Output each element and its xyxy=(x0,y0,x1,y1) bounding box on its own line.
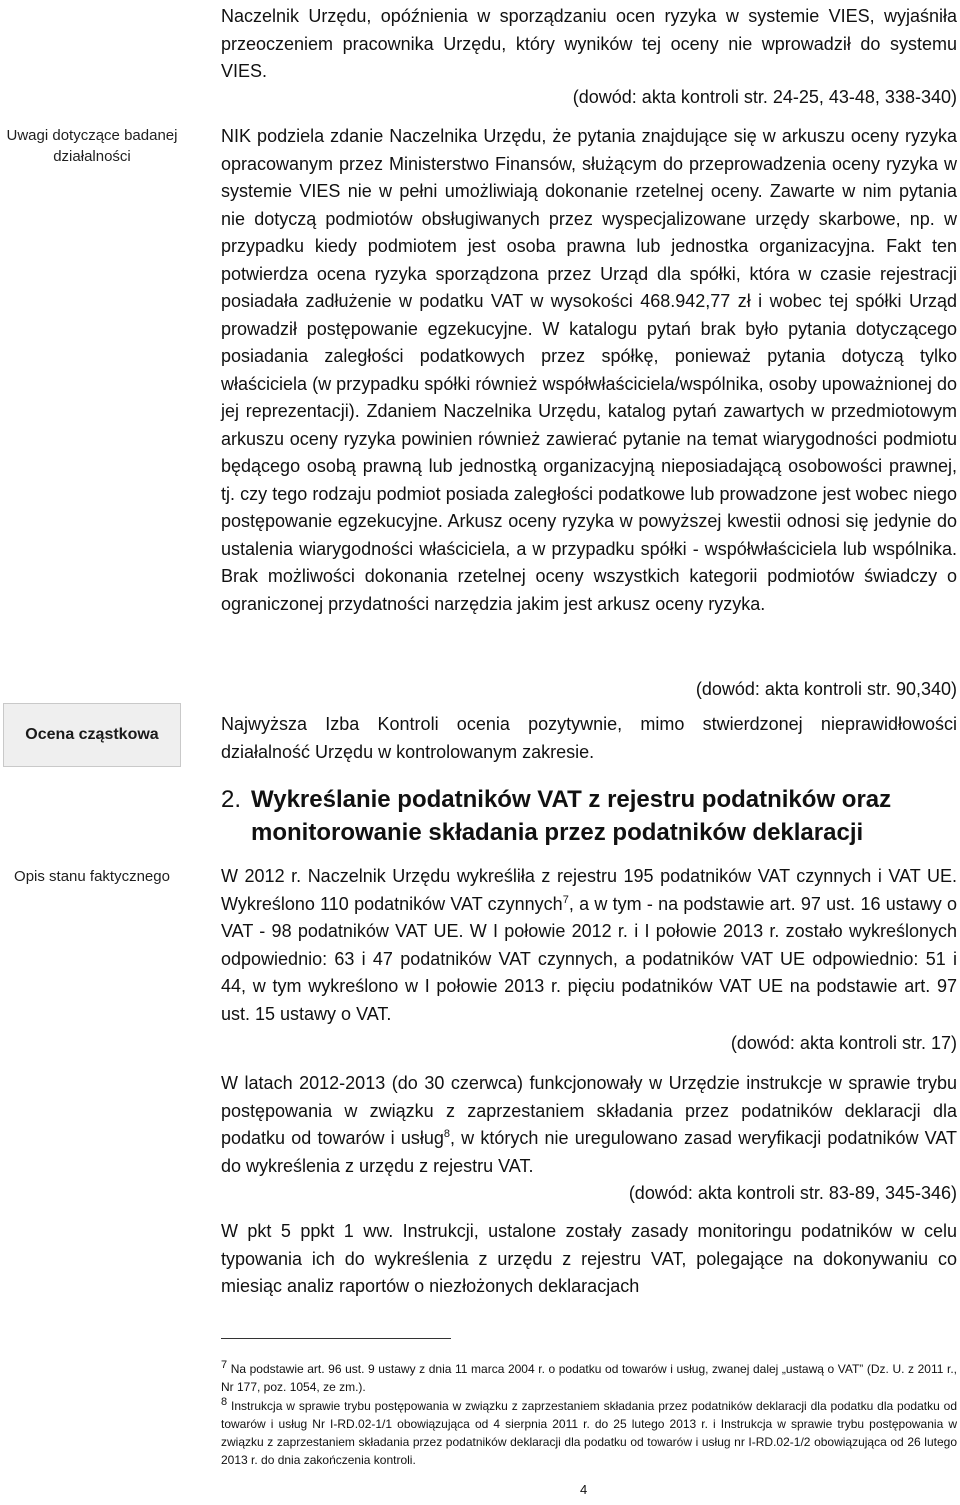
page-number: 4 xyxy=(580,1482,588,1497)
paragraph-5 xyxy=(221,1070,957,1180)
paragraph-5-part-b: , w których nie uregulowano zasad weryfikacji podatników VAT do wykreślenia z urzędu z rejestru VAT. xyxy=(221,1128,957,1176)
paragraph-4 xyxy=(221,863,957,1028)
label-opis-stanu: Opis stanu faktycznego xyxy=(14,868,170,885)
paragraph-3: Najwyższa Izba Kontroli ocenia pozytywnie, mimo stwierdzonej nieprawidłowości działalność Urzędu w kontrolowanym zakresie. xyxy=(221,714,957,762)
paragraph-5-part-a: W latach 2012-2013 (do 30 czerwca) funkcjonowały w Urzędzie instrukcje w sprawie trybu postępowania w związku z zaprzestaniem składania przez podatników deklaracji dla podatku od towarów i usług xyxy=(221,1073,957,1148)
paragraph-1: Naczelnik Urzędu, opóźnienia w sporządzaniu ocen ryzyka w systemie VIES, wyjaśniła przeoczeniem pracownika Urzędu, który wyników tej oceny nie wprowadził do systemu VIES. xyxy=(221,6,957,81)
evidence-3: (dowód: akta kontroli str. 17) xyxy=(730,1033,957,1053)
footnote-7 xyxy=(221,1360,957,1396)
section-heading xyxy=(221,783,957,849)
paragraph-4-part-b: , a w tym - na podstawie art. 97 ust. 16 ustawy o VAT - 98 podatników VAT UE. W I połowie 2012 r. i I połowie 2013 r. zostało wykreślonych odpowiednio: 63 i 47 podatników VAT czynnych, a podatników VAT UE odpowiednio: 51 i 44, w tym wykreślono w I połowie 2013 r. pięciu podatników VAT UE na podstawie art. 97 ust. 15 ustawy o VAT. xyxy=(221,893,957,1024)
evidence-4: (dowód: akta kontroli str. 83-89, 345-346) xyxy=(628,1183,957,1203)
label-ocena-text: Ocena cząstkowa xyxy=(25,726,159,743)
paragraph-4-part-a: W 2012 r. Naczelnik Urzędu wykreśliła z rejestru 195 podatników VAT czynnych i VAT UE. Wykreślono 110 podatników VAT czynnych xyxy=(221,866,957,914)
footnote-8-text: Instrukcja w sprawie trybu postępowania w związku z zaprzestaniem składania przez podatników deklaracji dla podatku dla podatku od towarów i usług Nr I-RD.02-1/1 obowiązująca od 4 sierpnia 2011 r. do 25 lutego 2013 r. i Instrukcja w sprawie trybu postępowania w związku z zaprzestaniem składania przez podatników deklaracji dla podatku od towarów i usług nr I-RD.02-1/2 obowiązująca od 26 lutego 2013 r. do dnia zakończenia kontroli. xyxy=(221,1399,957,1467)
margin-labels xyxy=(0,0,183,1505)
label-uwagi: Uwagi dotyczące badanej działalności xyxy=(6,127,178,165)
heading-number: 2. xyxy=(221,786,242,813)
footnote-8 xyxy=(221,1397,957,1469)
label-ocena-czastkowa xyxy=(3,703,181,767)
footnote-7-marker: 7 xyxy=(221,1359,228,1371)
heading-line-1: Wykreślanie podatników VAT z rejestru podatników oraz xyxy=(251,786,892,813)
footnote-separator xyxy=(221,1338,451,1339)
evidence-2: (dowód: akta kontroli str. 90,340) xyxy=(695,679,957,699)
evidence-1: (dowód: akta kontroli str. 24-25, 43-48, 338-340) xyxy=(572,87,957,107)
footnote-ref-7[interactable]: 7 xyxy=(562,893,569,906)
footnote-8-marker: 8 xyxy=(221,1396,228,1408)
heading-line-2: monitorowanie składania przez podatników deklaracji xyxy=(251,819,864,846)
footnote-7-text: Na podstawie art. 96 ust. 9 ustawy z dnia 11 marca 2004 r. o podatku od towarów i usług, zwanej dalej „ustawą o VAT” (Dz. U. z 2011 r., Nr 177, poz. 1054, ze zm.). xyxy=(221,1362,957,1394)
paragraph-2: NIK podziela zdanie Naczelnika Urzędu, że pytania znajdujące się w arkuszu oceny ryzyka opracowanym przez Ministerstwo Finansów, służącym do przeprowadzenia oceny ryzyka w systemie VIES nie w pełni umożliwiają dokonanie rzetelnej oceny. Zawarte w nim pytania nie dotyczą podmiotów obsługiwanych przez wyspecjalizowane urzędy skarbowe, np. w przypadku kiedy podmiotem jest osoba prawna lub jednostka organizacyjna. Fakt ten potwierdza ocena ryzyka sporządzona przez Urząd dla spółki, która w czasie rejestracji posiadała zadłużenie w podatku VAT w wysokości 468.942,77 zł i wobec tej spółki Urząd prowadził postępowanie egzekucyjne. W katalogu pytań brak było pytania dotyczącego posiadania zaległości podatkowych przez spółkę, ponieważ pytania dotyczą tylko właściciela (w przypadku spółki również współwłaściciela/wspólnika, osoby upoważnionej do jej reprezentacji). Zdaniem Naczelnika Urzędu, katalog pytań zawartych w przedmiotowym arkuszu oceny ryzyka powinien również zawierać pytanie na temat wiarygodności podmiotu będącego osobą prawną lub jednostką organizacyjną nieposiadającą osobowości prawnej, tj. czy tego rodzaju podmiot posiada zaległości podatkowe lub prowadzone jest wobec niego postępowanie egzekucyjne. Arkusz oceny ryzyka w powyższej kwestii odnosi się jedynie do ustalenia wiarygodności właściciela, a w przypadku spółki - współwłaściciela lub wspólnika. Brak możliwości dokonania rzetelnej oceny wszystkich kategorii podmiotów świadczy o ograniczonej przydatności narzędzia jakim jest arkusz oceny ryzyka. xyxy=(221,126,957,614)
footnote-ref-8[interactable]: 8 xyxy=(443,1128,450,1140)
paragraph-6: W pkt 5 ppkt 1 ww. Instrukcji, ustalone zostały zasady monitoringu podatników w celu typowania ich do wykreślenia z urzędu z rejestru VAT, polegające na dokonywaniu co miesiąc analiz raportów o niezłożonych deklaracjach xyxy=(221,1221,957,1296)
